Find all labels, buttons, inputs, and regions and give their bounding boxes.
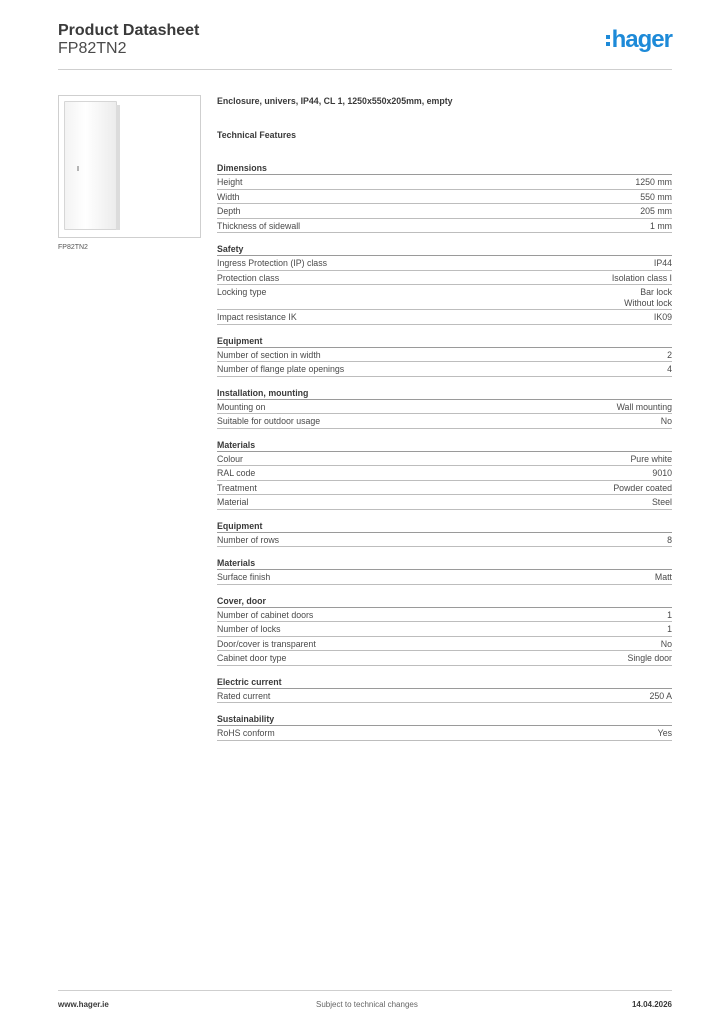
feature-label: RAL code — [217, 468, 256, 478]
feature-section — [217, 714, 672, 741]
section-title: Materials — [217, 558, 672, 570]
feature-label: Number of section in width — [217, 349, 321, 360]
logo-text: hager — [611, 26, 672, 53]
feature-row — [217, 348, 672, 363]
feature-section — [217, 440, 672, 510]
feature-row — [217, 400, 672, 415]
cabinet-illustration — [64, 101, 117, 230]
document-title: Product Datasheet — [58, 22, 200, 39]
feature-sections — [217, 163, 672, 741]
feature-value — [661, 639, 672, 650]
feature-value-line: Isolation class I — [611, 272, 672, 283]
feature-row — [217, 466, 672, 481]
page-footer — [58, 990, 672, 1010]
feature-row — [217, 689, 672, 704]
feature-value — [652, 468, 672, 479]
product-description: Enclosure, univers, IP44, CL 1, 1250x550x205mm, empty — [217, 96, 453, 106]
section-title: Cover, door — [217, 596, 672, 608]
feature-row — [217, 651, 672, 666]
datasheet-content — [217, 95, 672, 741]
feature-value — [667, 624, 672, 635]
feature-value-line: Powder coated — [613, 482, 672, 493]
feature-value-line: 1 — [667, 624, 672, 634]
feature-value — [655, 572, 672, 583]
feature-value — [640, 206, 672, 217]
feature-label: Width — [217, 191, 240, 202]
feature-label: Door/cover is transparent — [217, 638, 316, 649]
feature-section — [217, 521, 672, 548]
feature-value — [667, 364, 672, 375]
feature-label: Rated current — [217, 690, 271, 701]
feature-value — [627, 653, 672, 664]
feature-section — [217, 163, 672, 233]
feature-label: Locking type — [217, 287, 267, 297]
feature-value-line: Yes — [657, 728, 672, 738]
feature-value-line: IK09 — [653, 312, 672, 322]
feature-value-line: 250 A — [649, 690, 672, 701]
feature-value — [630, 454, 672, 465]
feature-value-line: 1 mm — [650, 220, 672, 231]
feature-value — [640, 192, 672, 203]
feature-value-line: 205 mm — [640, 206, 672, 216]
feature-value-line: IP44 — [653, 258, 672, 268]
feature-section — [217, 336, 672, 377]
feature-row — [217, 204, 672, 219]
feature-label: Suitable for outdoor usage — [217, 416, 321, 426]
feature-label: Number of rows — [217, 534, 280, 545]
feature-value-line: 550 mm — [640, 191, 672, 202]
page-header — [58, 22, 672, 70]
feature-label: Surface finish — [217, 572, 271, 582]
feature-section — [217, 677, 672, 704]
feature-value-line: Single door — [627, 653, 672, 663]
feature-label: Thickness of sidewall — [217, 220, 301, 231]
feature-label: Ingress Protection (IP) class — [217, 258, 327, 268]
feature-label: Height — [217, 177, 243, 187]
feature-label: Depth — [217, 206, 241, 216]
section-title: Electric current — [217, 677, 672, 689]
feature-value — [654, 312, 672, 323]
feature-value — [652, 497, 672, 508]
footer-notice: Subject to technical changes — [316, 1000, 418, 1009]
feature-value-line: 1 — [667, 609, 672, 620]
feature-label: Impact resistance IK — [217, 312, 297, 322]
feature-value — [613, 483, 672, 494]
feature-value — [658, 728, 672, 739]
section-title: Dimensions — [217, 163, 672, 175]
feature-label: Cabinet door type — [217, 653, 287, 663]
feature-row — [217, 414, 672, 429]
section-title: Materials — [217, 440, 672, 452]
feature-value-line: Wall mounting — [616, 401, 672, 412]
feature-row — [217, 190, 672, 205]
feature-label: Mounting on — [217, 401, 266, 412]
feature-row — [217, 219, 672, 234]
feature-value — [667, 535, 672, 546]
feature-value — [612, 273, 672, 284]
feature-label: Material — [217, 497, 249, 507]
feature-row — [217, 285, 672, 310]
feature-value — [624, 287, 672, 308]
feature-row — [217, 570, 672, 585]
feature-section — [217, 596, 672, 666]
feature-value — [635, 177, 672, 188]
feature-label: Number of locks — [217, 624, 281, 634]
feature-row — [217, 495, 672, 510]
feature-value-line: 2 — [667, 349, 672, 360]
feature-label: RoHS conform — [217, 728, 275, 738]
footer-website: www.hager.ie — [58, 1000, 109, 1009]
feature-value-line: 8 — [667, 534, 672, 545]
feature-row — [217, 175, 672, 190]
feature-value — [650, 221, 672, 232]
footer-date: 14.04.2026 — [631, 1000, 672, 1009]
feature-row — [217, 452, 672, 467]
feature-value — [667, 350, 672, 361]
feature-value-line: No — [660, 638, 672, 649]
product-code: FP82TN2 — [58, 40, 127, 57]
feature-value-line: Pure white — [630, 453, 672, 464]
feature-row — [217, 310, 672, 325]
feature-row — [217, 622, 672, 637]
section-title: Equipment — [217, 521, 672, 533]
section-title: Equipment — [217, 336, 672, 348]
feature-label: Number of flange plate openings — [217, 364, 345, 374]
feature-section — [217, 244, 672, 325]
section-title: Sustainability — [217, 714, 672, 726]
product-image — [58, 95, 201, 238]
feature-label: Colour — [217, 453, 243, 464]
feature-value — [661, 416, 672, 427]
feature-row — [217, 726, 672, 741]
hager-logo — [606, 27, 672, 53]
feature-row — [217, 533, 672, 548]
logo-dots-icon — [606, 35, 610, 46]
feature-row — [217, 271, 672, 286]
feature-value — [654, 258, 672, 269]
feature-row — [217, 256, 672, 271]
feature-value-line: Steel — [651, 497, 672, 507]
feature-row — [217, 637, 672, 652]
feature-value-line: 1250 mm — [635, 177, 672, 187]
feature-row — [217, 481, 672, 496]
technical-features-heading: Technical Features — [217, 130, 297, 140]
feature-label: Treatment — [217, 482, 257, 493]
feature-value-line: 4 — [667, 364, 672, 374]
feature-section — [217, 558, 672, 585]
feature-section — [217, 388, 672, 429]
feature-value — [617, 402, 672, 413]
feature-label: Protection class — [217, 272, 280, 283]
feature-value — [649, 691, 672, 702]
feature-value-line: Matt — [654, 572, 672, 582]
feature-value-line: No — [660, 416, 672, 426]
feature-value-line: Without lock — [624, 297, 672, 308]
feature-row — [217, 608, 672, 623]
feature-value-line: 9010 — [652, 468, 672, 478]
product-image-caption: FP82TN2 — [58, 244, 88, 251]
section-title: Installation, mounting — [217, 388, 672, 400]
feature-row — [217, 362, 672, 377]
feature-label: Number of cabinet doors — [217, 609, 314, 620]
feature-value-line: Bar lock — [640, 287, 672, 297]
section-title: Safety — [217, 244, 672, 256]
feature-value — [667, 610, 672, 621]
